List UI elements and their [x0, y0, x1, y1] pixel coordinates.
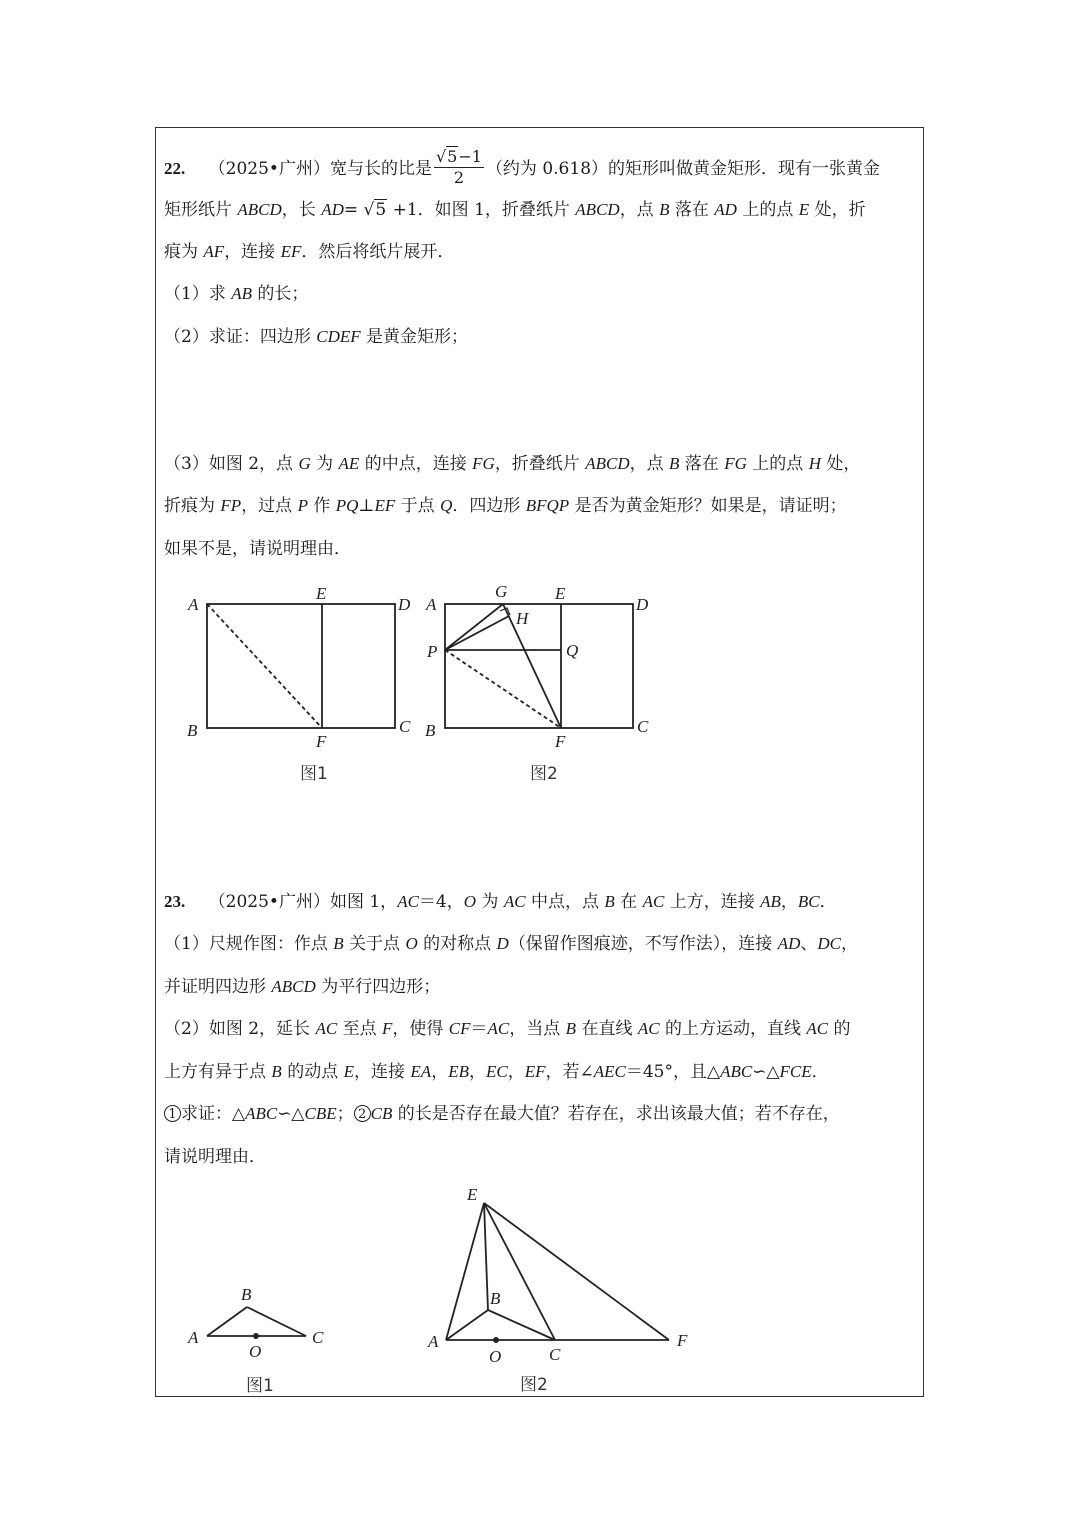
q23-fig2-caption: 图2: [520, 1375, 548, 1395]
fig1-segment-AB: [207, 1307, 247, 1336]
fig2-label-E: E: [555, 584, 566, 603]
q22-line3: 痕为 AF，连接 EF．然后将纸片展开．: [164, 242, 455, 262]
q23-fig1-label-A: A: [188, 1328, 199, 1347]
q23-figure2: [446, 1203, 669, 1340]
q23-line1: 23. （2025•广州）如图 1，AC＝4，O 为 AC 中点，点 B 在 AC 上方，连接 AB，BC．: [164, 892, 837, 912]
q23-part2-line3: 1 求证：△ABC∽△CBE； 2 CB 的长是否存在最大值？若存在，求出该最大值；若不存在，: [164, 1102, 840, 1126]
fig1-label-E: E: [316, 584, 327, 603]
q23-part1: （1）尺规作图：作点 B 关于点 O 的对称点 D（保留作图痕迹，不写作法），连接 AD、DC，: [164, 934, 859, 954]
fig2-segment-EF: [484, 1203, 669, 1340]
q22-part2: （2）求证：四边形 CDEF 是黄金矩形；: [164, 327, 469, 347]
q23-part2: （2）如图 2，延长 AC 至点 F，使得 CF＝AC，当点 B 在直线 AC 的上方运动，直线 AC 的: [164, 1019, 851, 1039]
q23-part2-line4: 请说明理由．: [164, 1147, 266, 1167]
q23-fig2-label-O: O: [489, 1347, 502, 1366]
fig2-segment-EB: [484, 1203, 488, 1310]
q22-part3-line2: 折痕为 FP，过点 P 作 PQ⊥EF 于点 Q．四边形 BFQP 是否为黄金矩形？如果是，请证明；: [164, 496, 847, 516]
q22-line2: 矩形纸片 ABCD，长 AD= √5 +1．如图 1，折叠纸片 ABCD，点 B 落在 AD 上的点 E 处，折: [164, 200, 866, 220]
fig2-label-C: C: [637, 717, 649, 736]
fig1-caption: 图1: [300, 764, 328, 784]
fig2-caption: 图2: [530, 764, 558, 784]
q23-fig2-label-C: C: [549, 1345, 561, 1364]
fig2-label-P: P: [427, 642, 438, 661]
q22-part3: （3）如图 2，点 G 为 AE 的中点，连接 FG，折叠纸片 ABCD，点 B 落在 FG 上的点 H 处，: [164, 454, 861, 474]
circled-number-1: 1: [164, 1105, 181, 1122]
q22-part1: （1）求 AB 的长；: [164, 284, 309, 304]
q23-fig2-label-A: A: [428, 1332, 439, 1351]
q22-number: 22.: [164, 159, 186, 178]
fig1-segment-BC: [247, 1307, 306, 1336]
fig1-label-F: F: [316, 732, 327, 751]
q23-fig1-label-B: B: [241, 1285, 252, 1304]
q23-number: 23.: [164, 892, 186, 911]
q23-fig1-label-O: O: [249, 1342, 262, 1361]
fig2-label-H: H: [516, 609, 529, 628]
fig2-segment-EC: [484, 1203, 555, 1340]
circled-number-2: 2: [354, 1105, 371, 1122]
fig2-label-F: F: [555, 732, 566, 751]
fig1-label-D: D: [398, 595, 411, 614]
fig2-segment-BC: [488, 1310, 555, 1340]
fig1-point-O: [253, 1333, 259, 1339]
fig2-segment-EA: [446, 1203, 484, 1340]
q23-part1-line2: 并证明四边形 ABCD 为平行四边形；: [164, 977, 441, 997]
golden-ratio-fraction: $\frac{√5-1}{2}$: [435, 147, 482, 187]
fig2-label-D: D: [636, 595, 649, 614]
fig2-label-B: B: [425, 721, 436, 740]
q23-fig1-caption: 图1: [246, 1376, 274, 1396]
fig2-label-A: A: [426, 595, 437, 614]
q23-figure1: [207, 1307, 306, 1336]
q23-fig2-label-B: B: [490, 1289, 501, 1308]
fig1-label-C: C: [399, 717, 411, 736]
fig2-label-Q: Q: [566, 641, 579, 660]
fig1-label-B: B: [187, 721, 198, 740]
q22-line1: 22. （2025•广州）宽与长的比是 $\frac{√5-1}{2}$ （约为 0.618）的矩形叫做黄金矩形．现有一张黄金: [164, 147, 881, 187]
fig2-point-O: [493, 1337, 499, 1343]
q22-part3-line3: 如果不是，请说明理由．: [164, 539, 351, 559]
fig2-label-G: G: [495, 582, 508, 601]
q23-fig2-label-F: F: [677, 1331, 688, 1350]
q23-fig1-label-C: C: [312, 1328, 324, 1347]
q23-part2-line2: 上方有异于点 B 的动点 E，连接 EA，EB，EC，EF，若∠AEC＝45°，且△ABC∽△FCE．: [164, 1062, 829, 1082]
fig1-label-A: A: [188, 595, 199, 614]
q23-fig2-label-E: E: [467, 1185, 478, 1204]
